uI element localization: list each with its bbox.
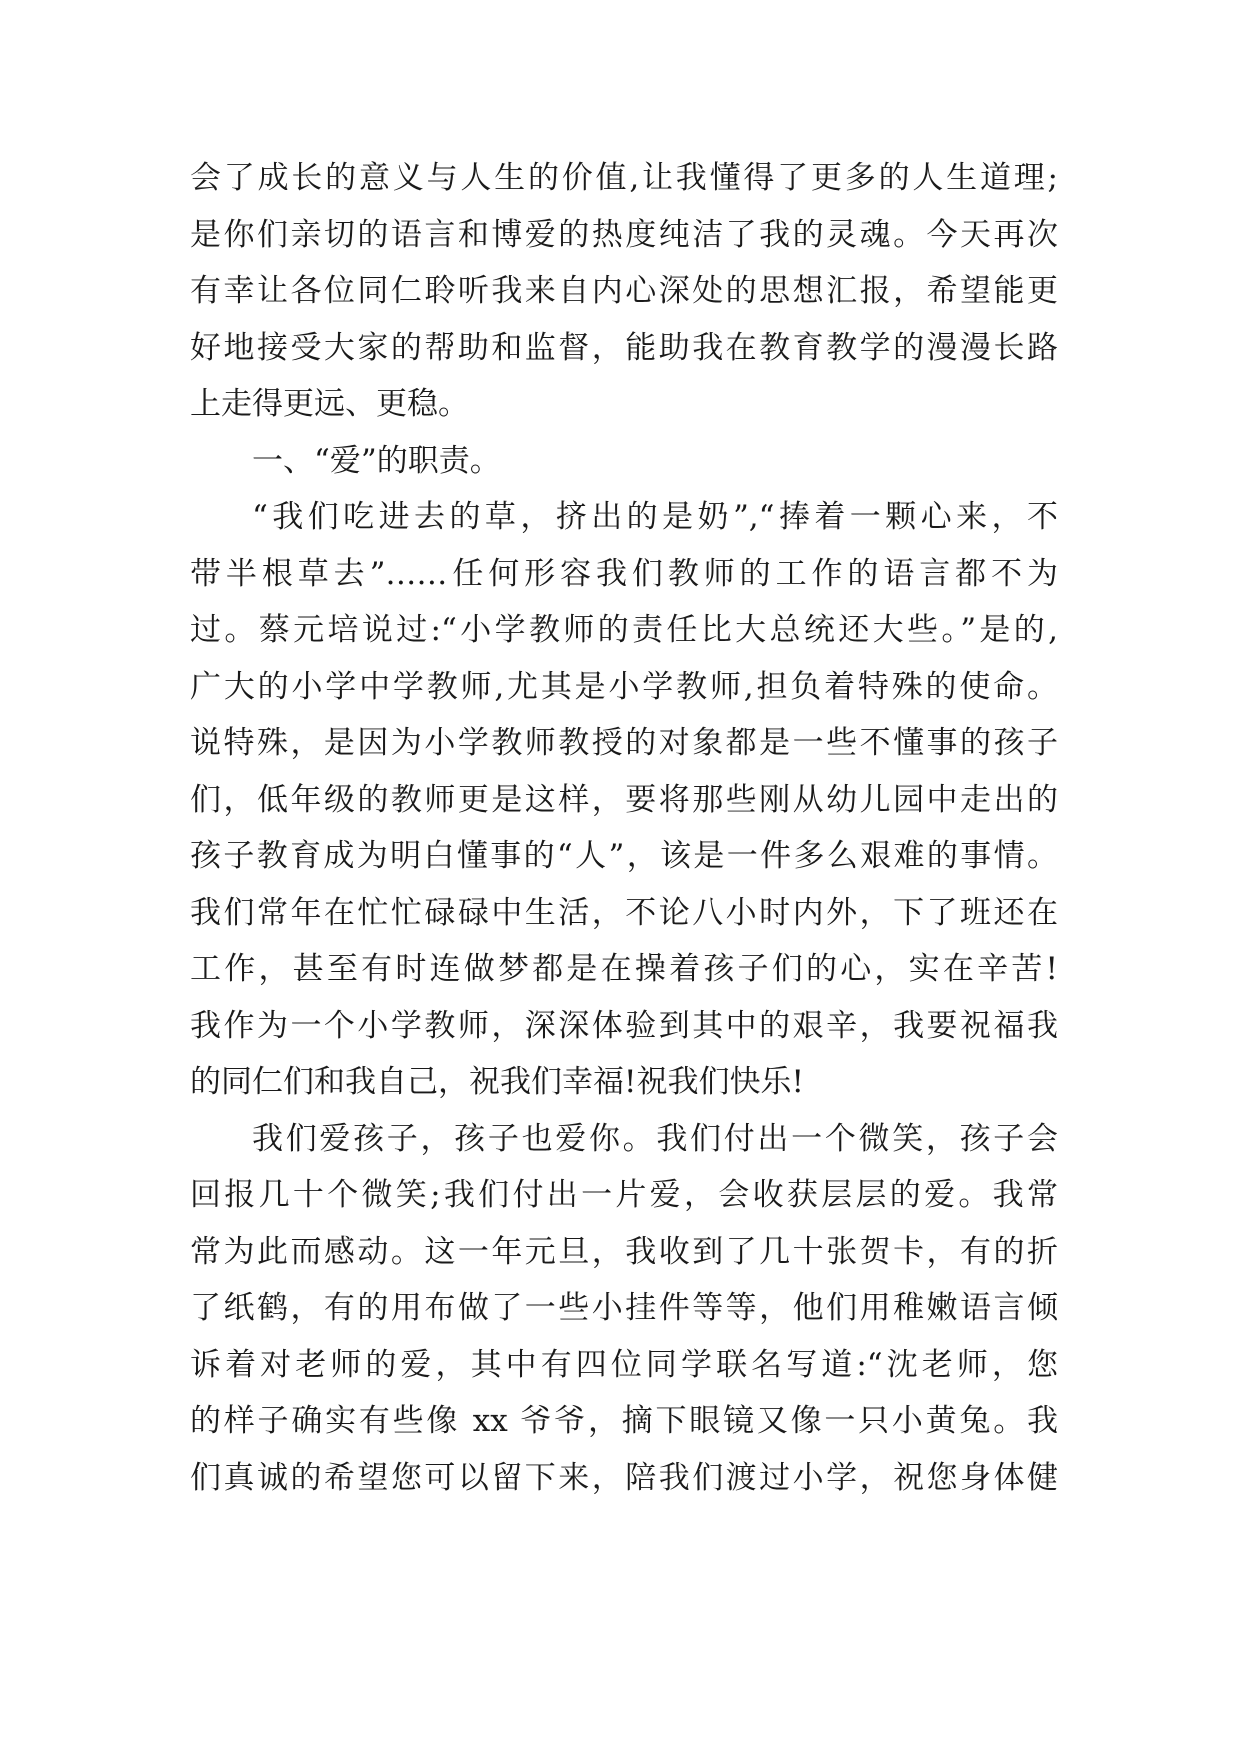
text-line: 我们爱孩子，孩子也爱你。我们付出一个微笑，孩子会 [252, 1120, 1058, 1157]
text-line: 是你们亲切的语言和博爱的热度纯洁了我的灵魂。今天再次 [190, 216, 1058, 253]
text-line: 的同仁们和我自己，祝我们幸福!祝我们快乐! [190, 1064, 804, 1100]
document-body [190, 150, 1058, 1506]
text-line: 诉着对老师的爱，其中有四位同学联名写道:“沈老师，您 [190, 1346, 1058, 1383]
text-line: 会了成长的意义与人生的价值,让我懂得了更多的人生道理; [190, 160, 1058, 196]
text-line: 上走得更远、更稳。 [190, 386, 469, 422]
text-line: 们，低年级的教师更是这样，要将那些刚从幼儿园中走出的 [190, 781, 1058, 818]
text-line: 我作为一个小学教师，深深体验到其中的艰辛，我要祝福我 [190, 1007, 1058, 1044]
text-line: 说特殊，是因为小学教师教授的对象都是一些不懂事的孩子 [190, 725, 1058, 761]
text-line: 广大的小学中学教师,尤其是小学教师,担负着特殊的使命。 [190, 668, 1058, 705]
text-line: 好地接受大家的帮助和监督，能助我在教育教学的漫漫长路 [190, 329, 1058, 366]
text-line: 工作，甚至有时连做梦都是在操着孩子们的心，实在辛苦! [190, 951, 1058, 987]
text-line: 一、“爱”的职责。 [252, 442, 501, 479]
text-line: “我们吃进去的草，挤出的是奶”,“捧着一颗心来，不 [252, 499, 1058, 535]
text-line: 有幸让各位同仁聆听我来自内心深处的思想汇报，希望能更 [190, 273, 1058, 309]
text-line: 了纸鹤，有的用布做了一些小挂件等等，他们用稚嫩语言倾 [190, 1290, 1058, 1326]
text-line: 回报几十个微笑;我们付出一片爱，会收获层层的爱。我常 [190, 1177, 1058, 1213]
text-line: 我们常年在忙忙碌碌中生活，不论八小时内外，下了班还在 [190, 894, 1058, 931]
text-line: 孩子教育成为明白懂事的“人”，该是一件多么艰难的事情。 [190, 838, 1058, 874]
text-line: 们真诚的希望您可以留下来，陪我们渡过小学，祝您身体健 [190, 1459, 1058, 1496]
text-line: 的样子确实有些像 xx 爷爷，摘下眼镜又像一只小黄兔。我 [190, 1403, 1058, 1439]
text-line: 常为此而感动。这一年元旦，我收到了几十张贺卡，有的折 [190, 1233, 1058, 1270]
text-line: 过。蔡元培说过:“小学教师的责任比大总统还大些。”是的, [190, 612, 1058, 648]
text-line: 带半根草去”……任何形容我们教师的工作的语言都不为 [190, 555, 1058, 592]
